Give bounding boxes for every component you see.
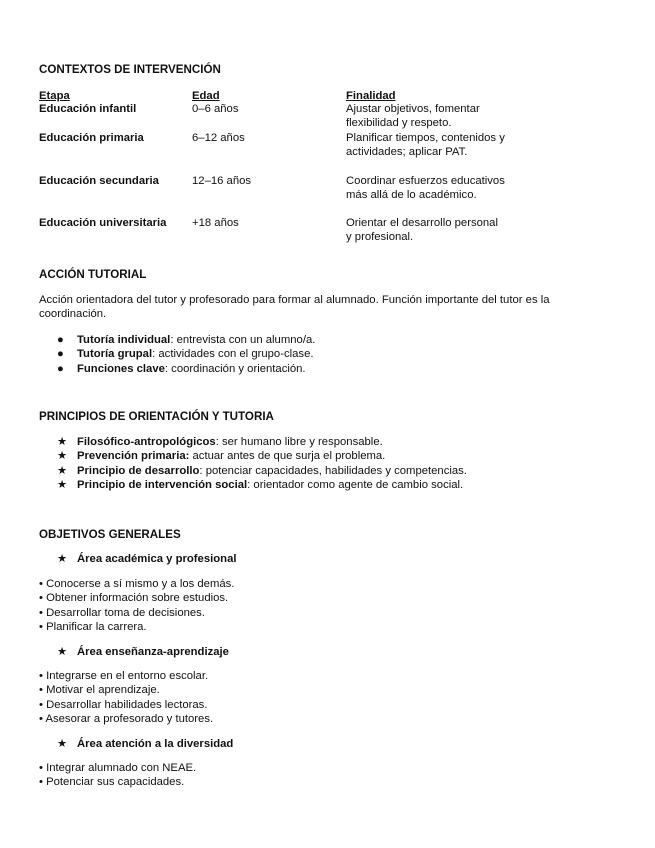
list-item: • Desarrollar toma de decisiones. bbox=[39, 606, 205, 619]
table-cell-finalidad: Orientar el desarrollo personal y profesional. bbox=[346, 217, 498, 244]
list-item-text: : potenciar capacidades, habilidades y competencias. bbox=[199, 464, 467, 477]
list-item-text: : actividades con el grupo-clase. bbox=[152, 348, 314, 361]
table-cell-etapa: Educación secundaria bbox=[39, 175, 159, 187]
area-title: Área atención a la diversidad bbox=[77, 738, 234, 750]
area-list bbox=[39, 761, 196, 790]
accion-tutorial-heading: ACCIÓN TUTORIAL bbox=[39, 268, 147, 281]
table-cell-edad: 0–6 años bbox=[192, 103, 239, 115]
list-item: • Planificar la carrera. bbox=[39, 621, 147, 634]
area-heading bbox=[57, 552, 237, 566]
list-item bbox=[57, 478, 467, 492]
table-cell-etapa: Educación universitaria bbox=[39, 217, 167, 229]
table-cell-finalidad: Planificar tiempos, contenidos y actividades; aplicar PAT. bbox=[346, 132, 505, 159]
list-item bbox=[57, 362, 315, 376]
list-item bbox=[57, 435, 467, 449]
table-cell-edad: 6–12 años bbox=[192, 132, 245, 144]
principios-list bbox=[57, 435, 467, 493]
list-item bbox=[57, 347, 315, 361]
list-item-term: Prevención primaria: bbox=[77, 450, 190, 463]
area-heading bbox=[57, 645, 229, 659]
star-icon: ★ bbox=[57, 436, 68, 448]
list-item-term: Funciones clave bbox=[77, 362, 165, 375]
list-item-term: Tutoría individual bbox=[77, 334, 171, 346]
list-item-term: Principio de desarrollo bbox=[77, 464, 200, 477]
list-item bbox=[57, 333, 315, 347]
list-item: • Potenciar sus capacidades. bbox=[39, 776, 185, 789]
table-cell-etapa: Educación infantil bbox=[39, 103, 137, 115]
list-item-text: actuar antes de que surja el problema. bbox=[189, 450, 386, 463]
star-icon: ★ bbox=[57, 450, 68, 463]
list-item bbox=[57, 464, 467, 478]
list-item: • Desarrollar habilidades lectoras. bbox=[39, 698, 208, 711]
contextos-heading: CONTEXTOS DE INTERVENCIÓN bbox=[39, 63, 221, 76]
table-cell-finalidad: Coordinar esfuerzos educativos más allá de lo académico. bbox=[346, 175, 505, 202]
area-title: Área académica y profesional bbox=[77, 553, 237, 565]
list-item: • Integrar alumnado con NEAE. bbox=[39, 762, 197, 774]
area-heading bbox=[57, 737, 233, 751]
area-title: Área enseñanza-aprendizaje bbox=[77, 646, 229, 658]
accion-tutorial-list bbox=[57, 333, 315, 376]
bullet-icon: ● bbox=[57, 362, 64, 375]
list-item: • Motivar el aprendizaje. bbox=[39, 684, 160, 697]
list-item-term: Principio de intervención social bbox=[77, 479, 248, 492]
area-list bbox=[39, 669, 213, 727]
principios-heading: PRINCIPIOS DE ORIENTACIÓN Y TUTORIA bbox=[39, 410, 274, 423]
table-cell-finalidad: Ajustar objetivos, fomentar flexibilidad y respeto. bbox=[346, 103, 480, 130]
table-cell-edad: 12–16 años bbox=[192, 175, 252, 187]
table-header-finalidad: Finalidad bbox=[346, 90, 396, 102]
star-icon: ★ bbox=[57, 464, 68, 477]
list-item: • Conocerse a sí mismo y a los demás. bbox=[39, 578, 235, 590]
bullet-icon: ● bbox=[57, 334, 64, 346]
table-header-etapa: Etapa bbox=[39, 90, 70, 102]
table-cell-edad: +18 años bbox=[192, 217, 239, 229]
area-list bbox=[39, 577, 234, 635]
list-item: • Obtener información sobre estudios. bbox=[39, 592, 229, 605]
objetivos-heading: OBJETIVOS GENERALES bbox=[39, 528, 181, 541]
table-cell-etapa: Educación primaria bbox=[39, 132, 144, 144]
list-item-term: Filosófico-antropológicos bbox=[77, 436, 216, 448]
list-item bbox=[57, 449, 467, 463]
list-item-text: : entrevista con un alumno/a. bbox=[170, 334, 316, 346]
star-icon: ★ bbox=[57, 646, 68, 658]
star-icon: ★ bbox=[57, 479, 68, 492]
star-icon: ★ bbox=[57, 738, 68, 750]
list-item-text: : coordinación y orientación. bbox=[164, 362, 306, 375]
bullet-icon: ● bbox=[57, 348, 64, 361]
table-header-edad: Edad bbox=[192, 90, 220, 102]
list-item-text: : orientador como agente de cambio social. bbox=[247, 479, 464, 492]
list-item-text: : ser humano libre y responsable. bbox=[215, 436, 383, 448]
list-item: • Asesorar a profesorado y tutores. bbox=[39, 713, 214, 726]
list-item: • Integrarse en el entorno escolar. bbox=[39, 670, 209, 682]
list-item-term: Tutoría grupal bbox=[77, 348, 153, 361]
accion-tutorial-paragraph: Acción orientadora del tutor y profesorado para formar al alumnado. Función importante del tutor es la coordinación. bbox=[39, 294, 550, 321]
star-icon: ★ bbox=[57, 553, 68, 565]
